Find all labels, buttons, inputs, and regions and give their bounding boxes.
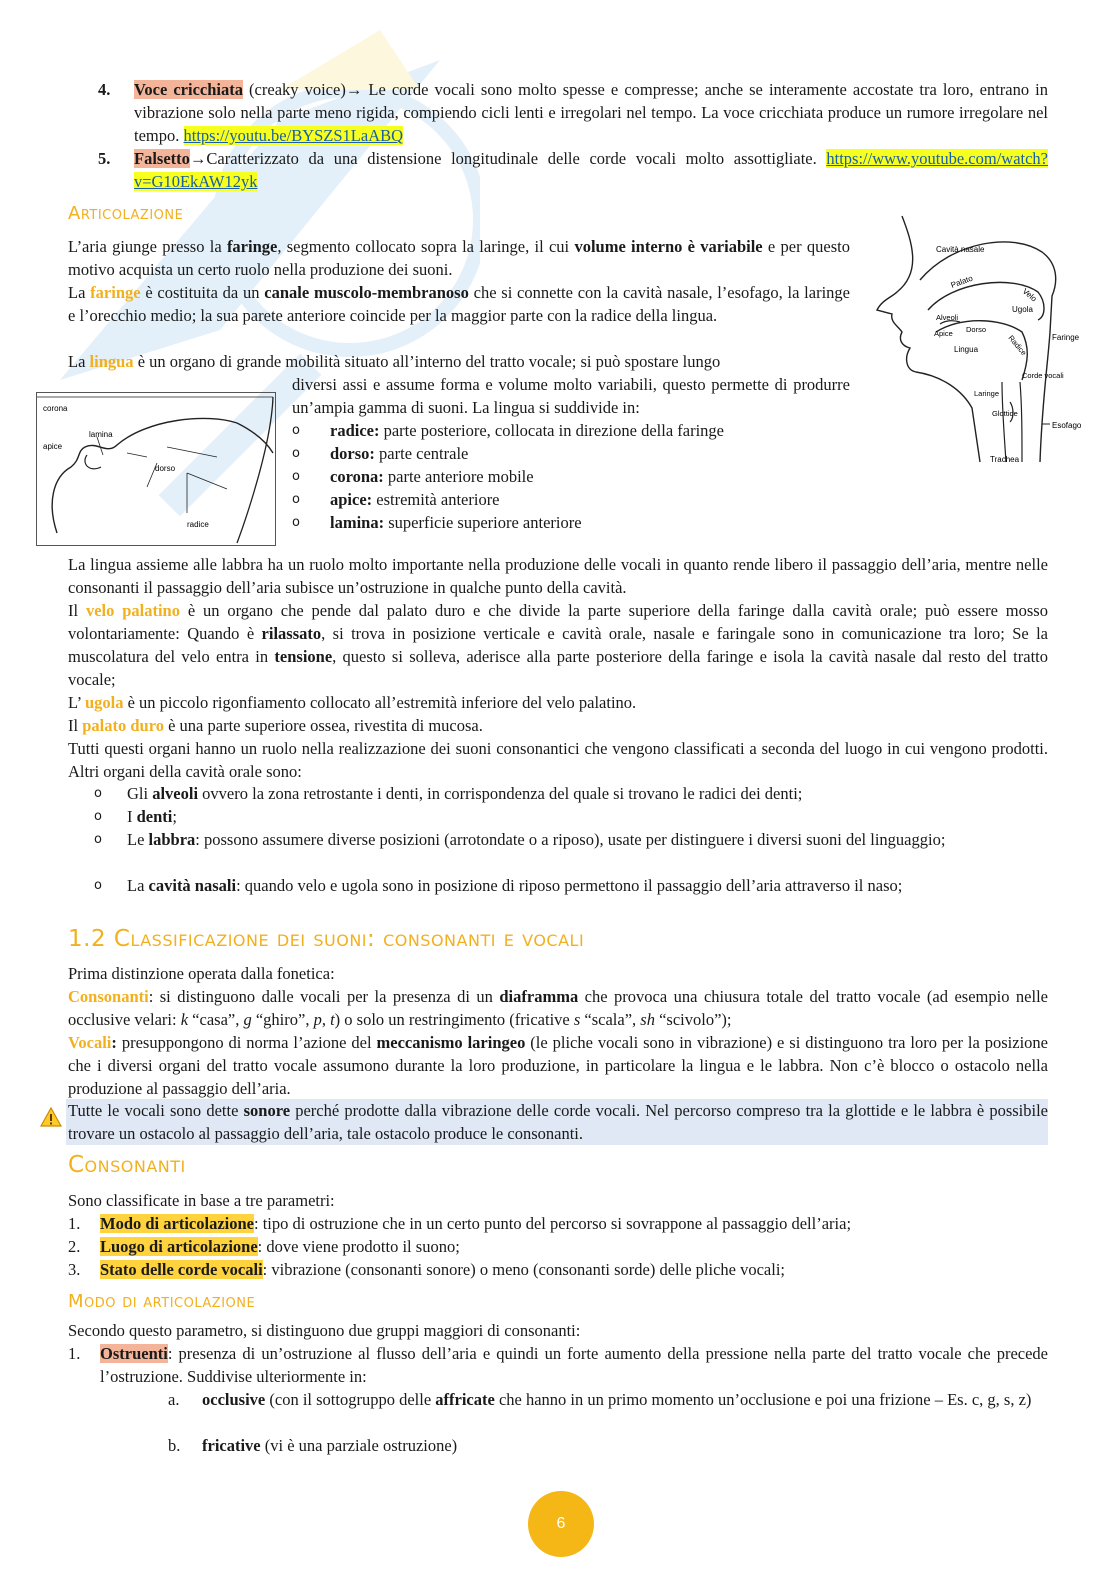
italic-term: g xyxy=(243,1010,252,1029)
link-creaky-video[interactable]: https://youtu.be/BYSZS1LaABQ xyxy=(183,126,404,145)
diagram-label: Glottide xyxy=(992,409,1018,418)
text: La xyxy=(127,876,149,895)
diagram-label: Cavità nasale xyxy=(936,245,985,254)
diagram-label: Radice xyxy=(1006,333,1029,358)
para-lingua-line2: diversi assi e assume forma e volume molto variabili, questo permette di produrre un’ampia gamma di suoni. La lingua si suddivide in: xyxy=(292,375,850,417)
heading-articolazione: Articolazione xyxy=(68,203,184,224)
text: , questo si solleva, aderisce alla parte posteriore della faringe e isola la cavità nasale dal resto del tratto vocale; xyxy=(68,647,1049,689)
text: ; xyxy=(172,807,177,826)
list-item-creaky-voice xyxy=(98,78,1048,147)
text: Gli xyxy=(127,784,153,803)
bold-term: occlusive xyxy=(202,1390,266,1409)
list-number: 5. xyxy=(98,149,111,168)
text: che si connette con la cavità nasale, l’esofago, la laringe e l’orecchio medio; la sua parete anteriore coincide per la maggior parte con la radice della lingua. xyxy=(68,283,850,325)
italic-term: t xyxy=(330,1010,335,1029)
text: : si distinguono dalle vocali per la presenza di un xyxy=(148,987,500,1006)
text: : xyxy=(111,1033,117,1052)
diagram-label: Palato xyxy=(949,273,975,290)
list-item xyxy=(292,442,852,465)
text: Il xyxy=(68,601,86,620)
text: che hanno in un primo momento un’occlusione e poi una frizione – Es. c, g, s, z) xyxy=(494,1390,1032,1409)
text: parte anteriore mobile xyxy=(383,467,534,486)
highlight-term: Luogo di articolazione xyxy=(100,1237,258,1256)
text: : dove viene prodotto il suono; xyxy=(257,1237,460,1256)
para-parametri: Sono classificate in base a tre parametri: xyxy=(68,1191,335,1210)
list-item xyxy=(68,1212,1048,1235)
text: “casa”, xyxy=(188,1010,244,1029)
bold-term: fricative xyxy=(202,1436,261,1455)
bold-term: meccanismo laringeo xyxy=(376,1033,526,1052)
bold-term: lamina: xyxy=(330,513,385,532)
bullet-icon: o xyxy=(292,492,300,507)
italic-term: k xyxy=(180,1010,189,1029)
tongue-diagram xyxy=(36,392,276,546)
bold-term: cavità nasali xyxy=(148,876,237,895)
list-number: 1. xyxy=(68,1214,81,1233)
creaky-desc: Le corde vocali sono molto spesse e compresse; anche se interamente accostate tra loro, entrano in vibrazione solo nella parte meno rigida, compiendo cicli lenti e irregolari nel tempo. La voce cricchiata produce un rumore irregolare nel tempo. xyxy=(134,80,1048,145)
text: (vi è una parziale ostruzione) xyxy=(260,1436,458,1455)
text: , segmento collocato sopra la laringe, il cui xyxy=(277,237,575,256)
bullet-icon: o xyxy=(94,832,102,847)
text: parte centrale xyxy=(374,444,469,463)
text: : possono assumere diverse posizioni (arrotondate o a riposo), usate per distinguere i diversi suoni del linguaggio; xyxy=(195,830,946,849)
diagram-label: Corde vocali xyxy=(1022,371,1064,380)
bullet-icon: o xyxy=(292,423,300,438)
para-faringe-struttura xyxy=(68,281,850,327)
list-number: 1. xyxy=(68,1344,81,1363)
link-falsetto-video[interactable]: https://www.youtube.com/watch?v=G10EkAW12yk xyxy=(134,149,1048,191)
list-item xyxy=(68,1258,1048,1281)
list-number: 3. xyxy=(68,1260,81,1279)
para-modo-intro: Secondo questo parametro, si distinguono due gruppi maggiori di consonanti: xyxy=(68,1321,581,1340)
keyword-ugola: ugola xyxy=(84,693,124,712)
bold-term: rilassato xyxy=(261,624,322,643)
highlight-term: Stato delle corde vocali xyxy=(100,1260,263,1279)
highlight-term: Ostruenti xyxy=(100,1344,168,1363)
diagram-label: radice xyxy=(187,520,209,529)
list-number: b. xyxy=(168,1436,181,1455)
para-vocali-def xyxy=(68,1031,1048,1100)
diagram-label: apice xyxy=(43,442,63,451)
text: Tutte le vocali sono dette xyxy=(68,1101,244,1120)
list-item xyxy=(94,828,1048,851)
text: : quando velo e ugola sono in posizione di riposo permettono il passaggio dell’aria attraverso il naso; xyxy=(236,876,903,895)
bold-term: diaframma xyxy=(499,987,579,1006)
bold-term: sonore xyxy=(243,1101,291,1120)
text: è una parte superiore ossea, rivestita di mucosa. xyxy=(163,716,483,735)
italic-term: sh xyxy=(640,1010,655,1029)
arrow-icon: → xyxy=(345,80,363,99)
list-item-falsetto xyxy=(98,147,1048,193)
text: “ghiro”, xyxy=(251,1010,314,1029)
keyword-velo: velo palatino xyxy=(85,601,180,620)
list-number: 2. xyxy=(68,1237,81,1256)
diagram-label: Esofago xyxy=(1052,421,1082,430)
list-item xyxy=(292,488,852,511)
diagram-label: dorso xyxy=(155,464,176,473)
list-item xyxy=(292,465,852,488)
bold-term: canale muscolo-membranoso xyxy=(264,283,469,302)
list-item xyxy=(292,419,852,442)
note-sonore xyxy=(66,1099,1048,1145)
diagram-label: Velo xyxy=(1020,286,1039,304)
text: : tipo di ostruzione che in un certo punto del percorso si sovrappone al passaggio dell’aria; xyxy=(253,1214,852,1233)
text: ) o solo un restringimento (fricative xyxy=(334,1010,574,1029)
arrow-icon: → xyxy=(189,149,207,168)
bullet-icon: o xyxy=(292,469,300,484)
bullet-icon: o xyxy=(94,878,102,893)
bullet-icon: o xyxy=(94,809,102,824)
bold-term: volume interno è variabile xyxy=(574,237,763,256)
keyword-lingua: lingua xyxy=(89,352,134,371)
diagram-label: Ugola xyxy=(1012,305,1033,314)
italic-term: s xyxy=(573,1010,581,1029)
text: presuppongono di norma l’azione del xyxy=(116,1033,377,1052)
diagram-label: Lingua xyxy=(954,345,979,354)
text: , xyxy=(321,1010,331,1029)
diagram-label: Alveoli xyxy=(936,313,959,322)
bullet-icon: o xyxy=(292,515,300,530)
keyword-vocali: Vocali xyxy=(68,1033,112,1052)
warning-icon xyxy=(40,1106,62,1128)
text: L’ xyxy=(68,693,85,712)
para-consonanti-def xyxy=(68,985,1048,1031)
text: L’aria giunge presso la xyxy=(68,237,227,256)
bold-term: affricate xyxy=(435,1390,495,1409)
text: parte posteriore, collocata in direzione della faringe xyxy=(379,421,724,440)
diagram-label: Trachea xyxy=(990,455,1020,464)
list-item xyxy=(94,805,1048,828)
para-organi: Tutti questi organi hanno un ruolo nella realizzazione dei suoni consonantici che vengono classificati a seconda del luogo in cui vengono prodotti. Altri organi della cavità orale sono: xyxy=(68,739,1048,781)
keyword-palato: palato duro xyxy=(82,716,164,735)
para-lingua-labbra: La lingua assieme alle labbra ha un ruolo molto importante nella produzione delle vocali in quanto rende libero il passaggio dell’aria, mentre nelle consonanti il passaggio dell’aria subisce un’ostruzione in qualche punto della cavità. xyxy=(68,555,1048,597)
list-number: 4. xyxy=(98,80,111,99)
falsetto-desc: Caratterizzato da una distensione longitudinale delle corde vocali molto assottigliate. xyxy=(206,149,827,168)
text: che provoca una chiusura totale del tratto vocale (ad esempio nelle occlusive velari: xyxy=(68,987,1048,1029)
text: estremità anteriore xyxy=(372,490,500,509)
bold-term: radice: xyxy=(330,421,380,440)
para-ugola xyxy=(68,691,1048,714)
text: Le xyxy=(127,830,149,849)
text: ovvero la zona retrostante i denti, in corrispondenza del quale si trovano le radici dei denti; xyxy=(198,784,803,803)
diagram-label: Faringe xyxy=(1052,333,1080,342)
paren-creaky: (creaky voice) xyxy=(243,80,346,99)
diagram-label: corona xyxy=(43,404,68,413)
vocal-tract-diagram xyxy=(862,212,1094,470)
text: : vibrazione (consonanti sonore) o meno (consonanti sorde) delle pliche vocali; xyxy=(262,1260,786,1279)
list-item xyxy=(292,511,852,534)
list-item xyxy=(68,1235,1048,1258)
heading-classificazione: 1.2 Classificazione dei suoni: consonanti e vocali xyxy=(68,926,585,952)
keyword-faringe: faringe xyxy=(90,283,141,302)
bold-term: tensione xyxy=(274,647,333,666)
list-number: a. xyxy=(168,1390,180,1409)
highlight-term: Modo di articolazione xyxy=(100,1214,254,1233)
bullet-icon: o xyxy=(292,446,300,461)
text: è un piccolo rigonfiamento collocato all’estremità inferiore del velo palatino. xyxy=(123,693,637,712)
term-falsetto: Falsetto xyxy=(134,149,190,168)
heading-consonanti: Consonanti xyxy=(68,1152,186,1178)
list-item xyxy=(94,782,1048,805)
text: Il xyxy=(68,716,83,735)
bold-term: apice: xyxy=(330,490,373,509)
para-faringe xyxy=(68,235,850,281)
diagram-label: Dorso xyxy=(966,325,987,334)
bold-term: denti xyxy=(136,807,173,826)
list-item-ostruenti xyxy=(68,1342,1048,1388)
text: superficie superiore anteriore xyxy=(384,513,582,532)
keyword-consonanti: Consonanti xyxy=(68,987,149,1006)
text: , si trova in posizione verticale e cavità orale, nasale e faringale sono in comunicazione tra loro; Se la muscolatura del velo entra in xyxy=(68,624,1048,666)
page-number: 6 xyxy=(528,1491,594,1557)
para-lingua-line1 xyxy=(68,350,858,373)
diagram-label: Apice xyxy=(934,329,953,338)
diagram-label: lamina xyxy=(89,430,113,439)
list-item-occlusive xyxy=(168,1388,1048,1411)
list-item-fricative xyxy=(168,1434,1048,1457)
para-palato-duro xyxy=(68,714,1048,737)
text: (le pliche vocali sono in vibrazione) e si distinguono tra loro per la posizione che i diversi organi del tratto vocale assumono durante la loro produzione, in particolare la lingua e le labbra. Non c’è blocco o ostacolo nella produzione al passaggio dell’aria. xyxy=(68,1033,1048,1098)
text: e per questo motivo acquista un certo ruolo nella produzione dei suoni. xyxy=(68,237,850,279)
text: è costituita da un xyxy=(140,283,265,302)
text: perché prodotte dalla vibrazione delle corde vocali. Nel percorso compreso tra la glottide e le labbra è possibile trovare un ostacolo al passaggio dell’aria, tale ostacolo produce le consonanti. xyxy=(68,1101,1048,1143)
bold-term: corona: xyxy=(330,467,384,486)
text: La xyxy=(68,283,91,302)
list-item xyxy=(94,874,1048,897)
text: (con il sottogruppo delle xyxy=(265,1390,436,1409)
text: è un organo di grande mobilità situato all’interno del tratto vocale; si può spostare lungo xyxy=(133,352,721,371)
italic-term: p xyxy=(313,1010,322,1029)
text: è un organo che pende dal palato duro e che divide la parte superiore della faringe dalla cavità orale; può essere mosso volontariamente: Quando è xyxy=(68,601,1048,643)
term-creaky-voice: Voce cricchiata xyxy=(134,80,243,99)
bold-term: dorso: xyxy=(330,444,375,463)
text: : presenza di un’ostruzione al flusso dell’aria e quindi un forte aumento della pressione nella parte del tratto vocale che precede l’ostruzione. Suddivise ulteriormente in: xyxy=(100,1344,1048,1386)
text: I xyxy=(127,807,137,826)
text: La xyxy=(68,352,90,371)
bold-term: labbra xyxy=(148,830,196,849)
heading-modo-articolazione: Modo di articolazione xyxy=(68,1291,256,1312)
bold-term: faringe xyxy=(226,237,278,256)
para-intro-fonetica: Prima distinzione operata dalla fonetica: xyxy=(68,964,335,983)
diagram-label: Laringe xyxy=(974,389,1000,398)
para-velo-palatino xyxy=(68,599,1048,691)
text: “scala”, xyxy=(580,1010,641,1029)
bullet-icon: o xyxy=(94,786,102,801)
bold-term: alveoli xyxy=(152,784,199,803)
text: “scivolo”); xyxy=(654,1010,732,1029)
